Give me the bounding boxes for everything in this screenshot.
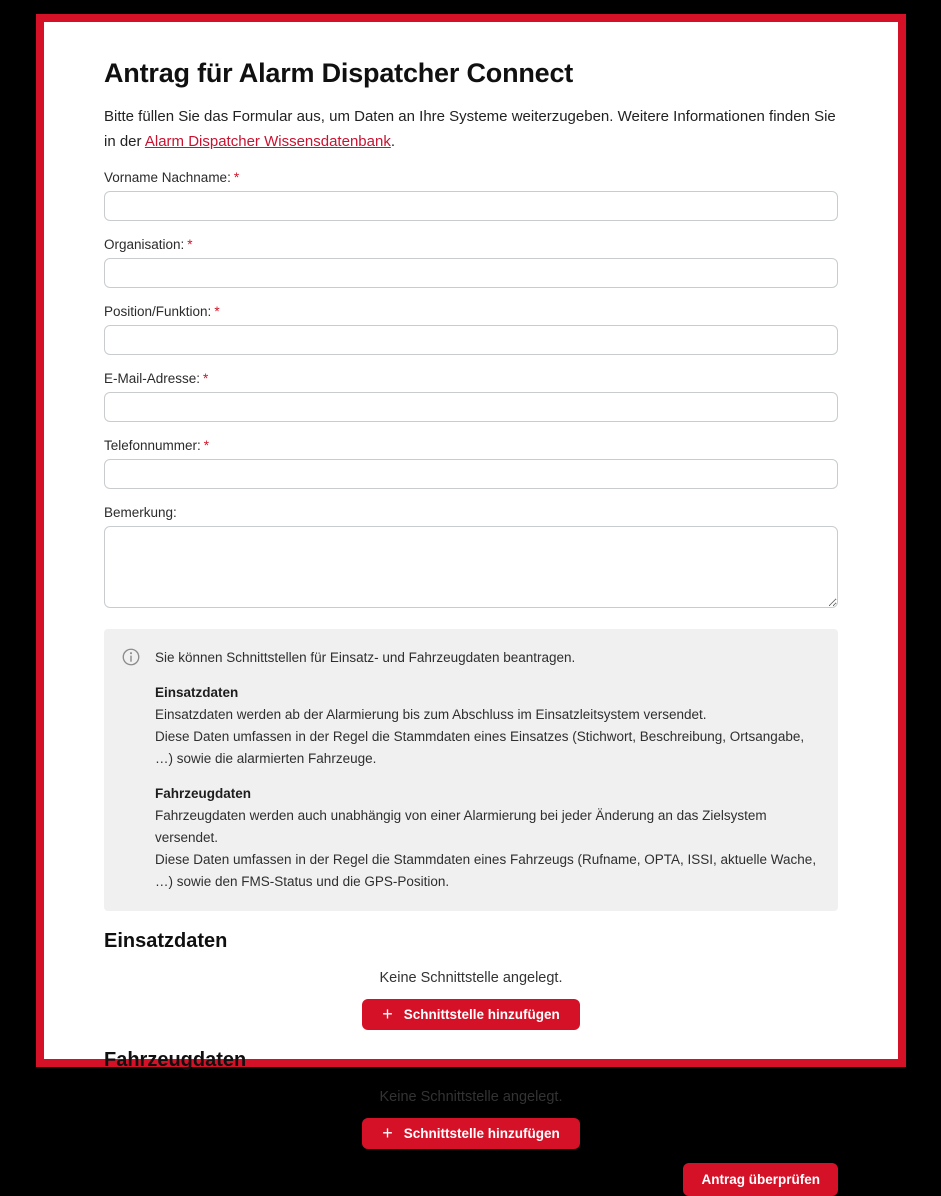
add-button-label: Schnittstelle hinzufügen	[403, 1126, 560, 1141]
required-asterisk: *	[203, 438, 210, 453]
field-label	[104, 170, 838, 185]
field-label	[104, 371, 838, 386]
einsatzdaten-empty-block	[104, 970, 838, 1030]
field-label-text: Vorname Nachname:	[104, 170, 231, 185]
field-bemerkung	[104, 505, 838, 613]
fahrzeugdaten-section-heading: Fahrzeugdaten	[104, 1049, 247, 1071]
intro-text-before-link: Bitte füllen Sie das Formular aus, um Daten an Ihre Systeme weiterzugeben. Weitere Informationen finden Sie in der	[104, 108, 836, 150]
info-circle-icon	[122, 648, 140, 666]
info-einsatzdaten-line1: Einsatzdaten werden ab der Alarmierung bis zum Abschluss im Einsatzleitsystem versendet.	[155, 707, 707, 722]
field-organisation	[104, 237, 838, 288]
intro-text	[104, 104, 838, 154]
field-label-text: Bemerkung:	[104, 505, 177, 520]
einsatzdaten-empty-text: Keine Schnittstelle angelegt.	[379, 970, 563, 986]
info-fahrzeugdaten-line2: Diese Daten umfassen in der Regel die Stammdaten eines Fahrzeugs (Rufname, OPTA, ISSI, aktuelle Wache, …) sowie den FMS-Status und die GPS-Position.	[155, 852, 817, 889]
field-position-funktion	[104, 304, 838, 355]
fahrzeugdaten-empty-block	[104, 1089, 838, 1149]
telefonnummer-input[interactable]	[104, 459, 838, 489]
field-email-adresse	[104, 371, 838, 422]
info-fahrzeugdaten-heading: Fahrzeugdaten	[155, 786, 252, 801]
wissensdatenbank-link[interactable]: Alarm Dispatcher Wissensdatenbank	[144, 133, 391, 150]
einsatzdaten-section-heading: Einsatzdaten	[104, 930, 228, 952]
plus-icon: +	[382, 1004, 393, 1024]
required-asterisk: *	[187, 237, 193, 252]
info-einsatzdaten-line2: Diese Daten umfassen in der Regel die Stammdaten eines Einsatzes (Stichwort, Beschreibung, Ortsangabe, …) sowie die alarmierten Fahrzeuge.	[155, 729, 805, 766]
info-box	[104, 629, 838, 911]
organisation-input[interactable]	[104, 258, 838, 288]
einsatzdaten-add-schnittstelle-button[interactable]	[362, 999, 580, 1030]
field-label-text: Telefonnummer:	[104, 438, 201, 453]
field-label-text: Position/Funktion:	[104, 304, 212, 319]
form-content	[44, 22, 898, 1196]
form-panel	[36, 14, 906, 1187]
footer-actions	[104, 1150, 838, 1196]
required-asterisk: *	[214, 304, 220, 319]
field-label	[104, 304, 838, 319]
plus-icon: +	[382, 1123, 393, 1143]
field-label-text: E-Mail-Adresse:	[104, 371, 201, 386]
info-intro: Sie können Schnittstellen für Einsatz- und Fahrzeugdaten beantragen.	[155, 650, 576, 665]
antrag-ueberpruefen-button[interactable]: Antrag überprüfen	[683, 1163, 838, 1196]
vorname-nachname-input[interactable]	[104, 191, 838, 221]
email-adresse-input[interactable]	[104, 392, 838, 422]
field-label	[104, 505, 838, 520]
add-button-label: Schnittstelle hinzufügen	[403, 1007, 560, 1022]
info-einsatzdaten-heading: Einsatzdaten	[155, 685, 239, 700]
required-asterisk: *	[203, 371, 209, 386]
fahrzeugdaten-empty-text: Keine Schnittstelle angelegt.	[379, 1089, 563, 1105]
field-telefonnummer	[104, 438, 838, 489]
required-asterisk: *	[233, 170, 240, 185]
field-vorname-nachname	[104, 170, 838, 221]
field-label	[104, 438, 838, 453]
page-title: Antrag für Alarm Dispatcher Connect	[104, 58, 574, 88]
info-fahrzeugdaten-line1: Fahrzeugdaten werden auch unabhängig von einer Alarmierung bei jeder Änderung an das Zielsystem versendet.	[155, 808, 767, 845]
field-label	[104, 237, 838, 252]
bemerkung-textarea[interactable]	[104, 526, 838, 608]
position-funktion-input[interactable]	[104, 325, 838, 355]
field-label-text: Organisation:	[104, 237, 185, 252]
info-box-body	[155, 647, 818, 893]
fahrzeugdaten-add-schnittstelle-button[interactable]	[362, 1118, 580, 1149]
intro-text-after-link: .	[390, 133, 395, 150]
